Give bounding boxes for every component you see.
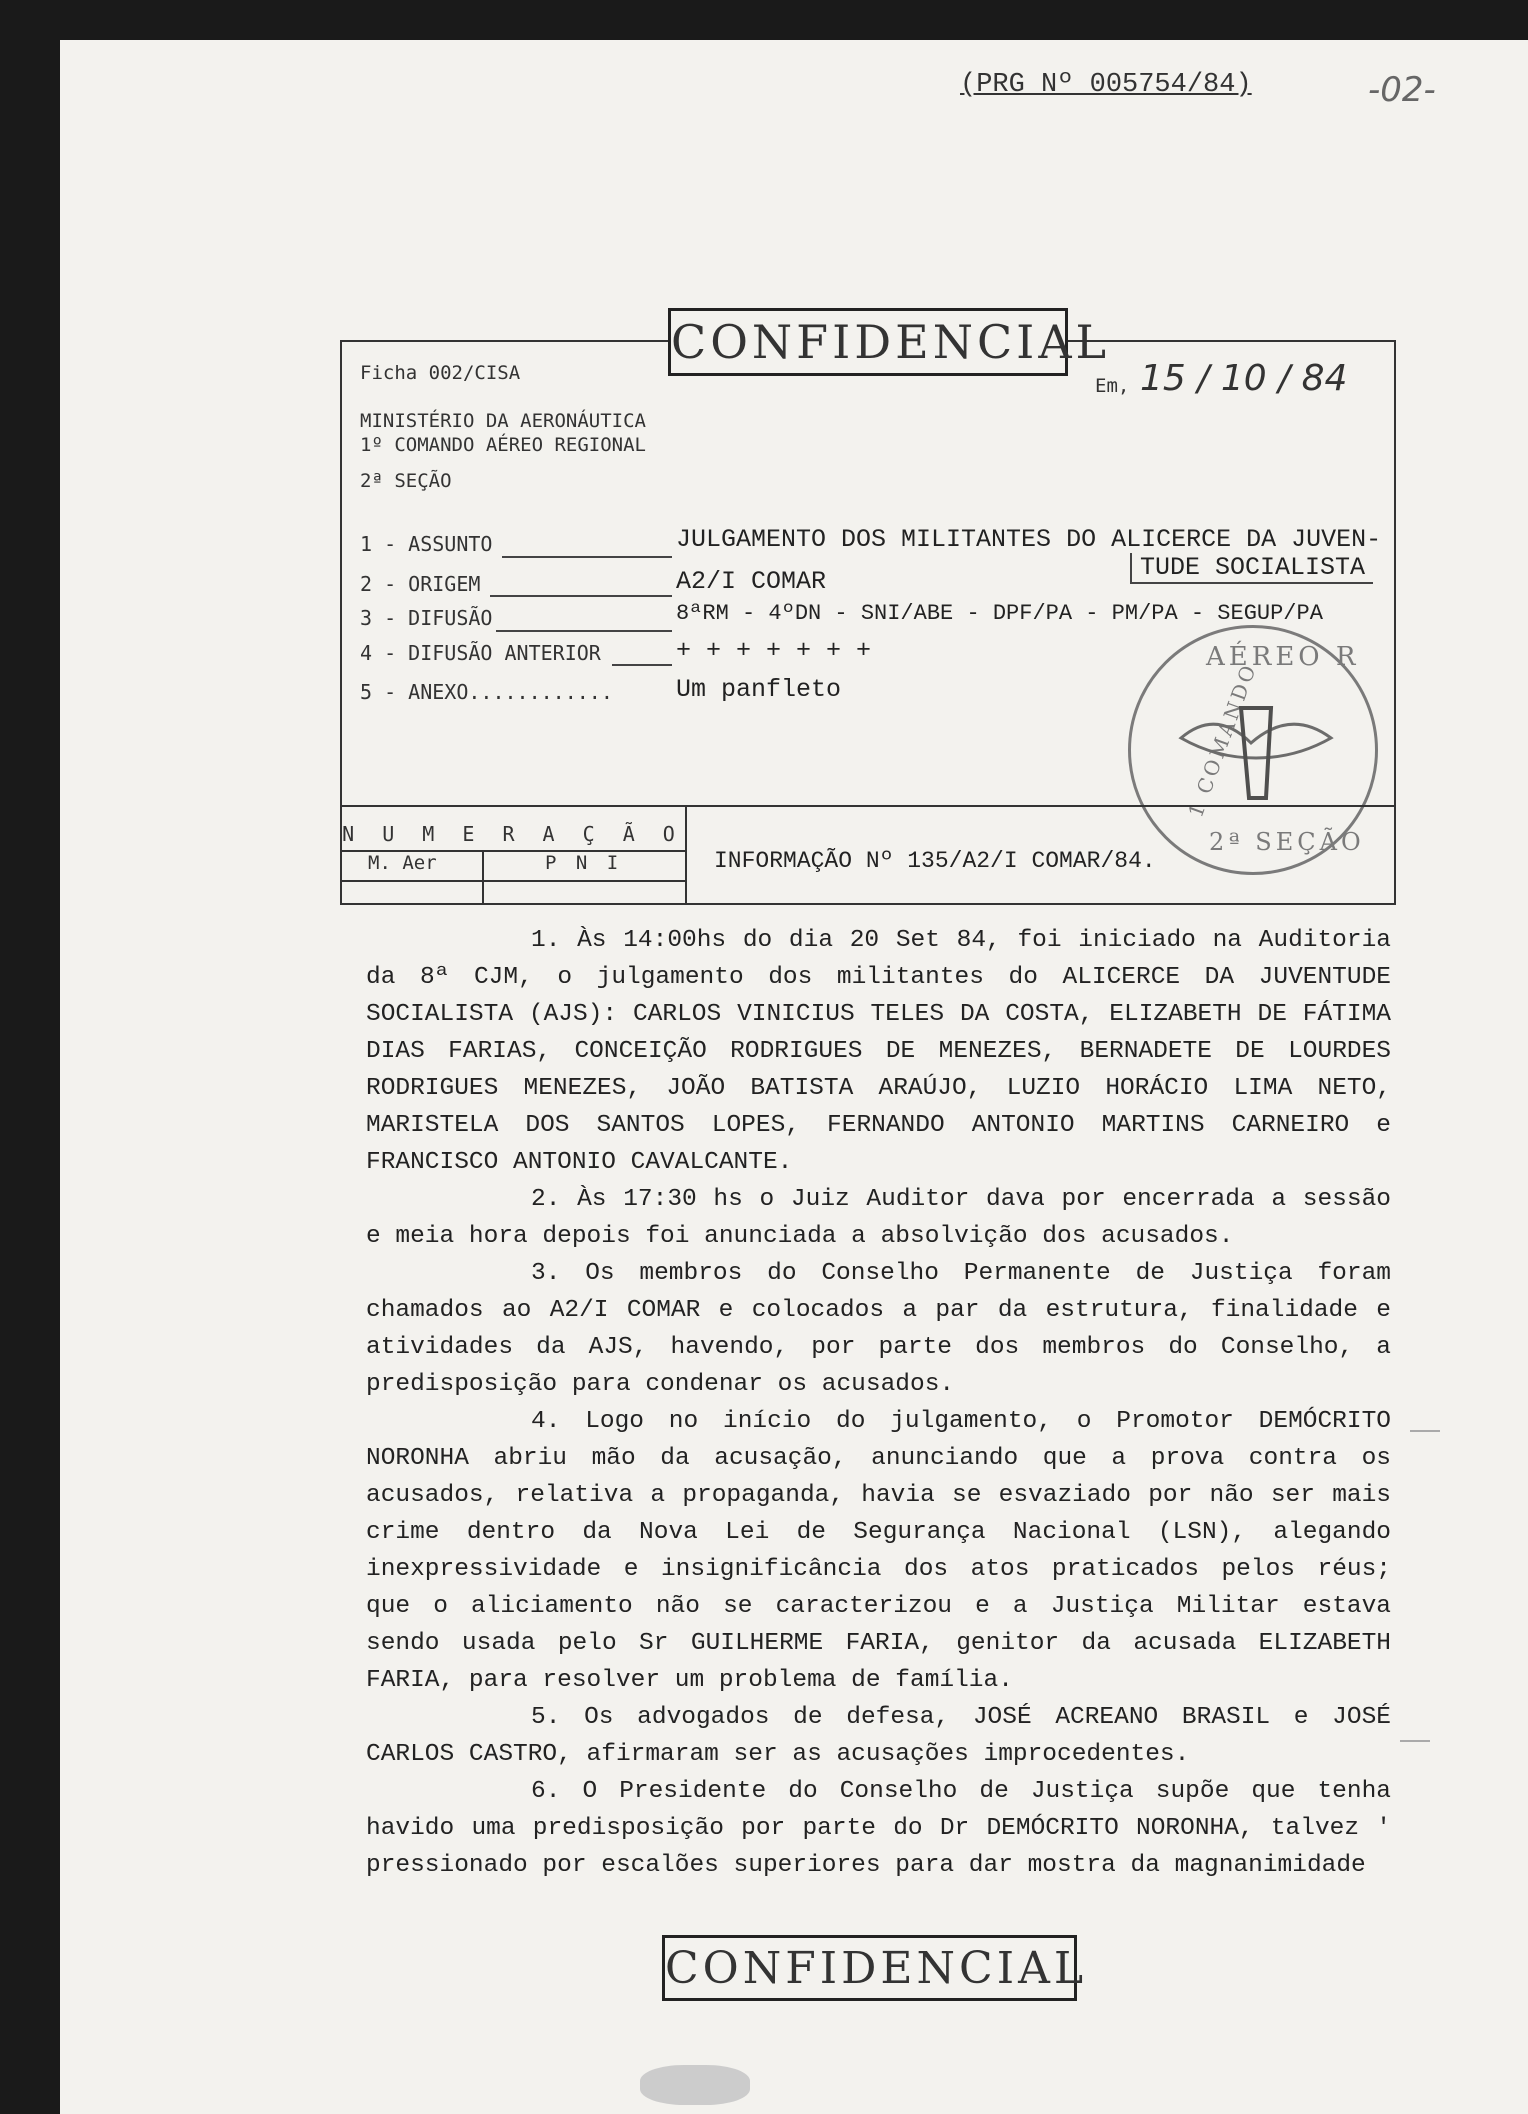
margin-tick	[1400, 1740, 1430, 1742]
numeracao-col1: M. Aer	[368, 852, 437, 874]
field-value-difusao: 8ªRM - 4ºDN - SNI/ABE - DPF/PA - PM/PA - SEGUP/PA	[676, 601, 1323, 626]
field-label-difusao-anterior: 4 - DIFUSÃO ANTERIOR	[360, 641, 601, 665]
field-label-origem: 2 - ORIGEM	[360, 572, 481, 596]
paragraph-5: 5. Os advogados de defesa, JOSÉ ACREANO BRASIL e JOSÉ CARLOS CASTRO, afirmaram ser as acusações improcedentes.	[366, 1704, 1391, 1768]
section-seal	[1128, 625, 1378, 875]
page-number-mark: -02-	[1368, 70, 1436, 110]
field-value-assunto: JULGAMENTO DOS MILITANTES DO ALICERCE DA JUVEN-	[676, 525, 1382, 554]
punch-hole-mark	[640, 2065, 750, 2105]
date-value: 15 / 10 / 84	[1140, 358, 1348, 399]
paragraph-4: 4. Logo no início do julgamento, o Promotor DEMÓCRITO NORONHA abriu mão da acusação, anunciando que a prova contra os acusados, relativa a propaganda, havia se esvaziado por não ser mais crime dentro da Nova Lei de Segurança Nacional (LSN), alegando inexpressividade e insignificância dos atos praticados pelos réus; que o aliciamento não se caracterizou e a Justiça Militar estava sendo usada pelo Sr GUILHERME FARIA, genitor da acusada ELIZABETH FARIA, para resolver um problema de família.	[366, 1408, 1391, 1694]
field-leader-line	[490, 595, 672, 597]
eagle-emblem-icon	[1171, 688, 1341, 818]
paragraph-1: 1. Às 14:00hs do dia 20 Set 84, foi iniciado na Auditoria da 8ª CJM, o julgamento dos militantes do ALICERCE DA JUVENTUDE SOCIALISTA (AJS): CARLOS VINICIUS TELES DA COSTA, ELIZABETH DE FÁTIMA DIAS FARIAS, CONCEIÇÃO RODRIGUES DE MENEZES, BERNADETE DE LOURDES RODRIGUES MENEZES, JOÃO BATISTA ARAÚJO, LUZIO HORÁCIO LIMA NETO, MARISTELA DOS SANTOS LOPES, FERNANDO ANTONIO MARTINS CARNEIRO e FRANCISCO ANTONIO CAVALCANTE.	[366, 927, 1391, 1176]
org-line-2: 1º COMANDO AÉREO REGIONAL	[360, 434, 646, 456]
field-label-assunto: 1 - ASSUNTO	[360, 532, 493, 556]
field-label-anexo: 5 - ANEXO............	[360, 680, 613, 704]
confidential-stamp-top: CONFIDENCIAL	[668, 308, 1068, 376]
ficha-label: Ficha 002/CISA	[360, 362, 521, 384]
seal-bottom-text: 2ª SEÇÃO	[1209, 828, 1365, 856]
paragraph-6: 6. O Presidente do Conselho de Justiça supõe que tenha havido uma predisposição por parte do Dr DEMÓCRITO NORONHA, talvez ' pressionado por escalões superiores para dar mostra da magnanimidade	[366, 1778, 1391, 1879]
confidential-stamp-bottom: CONFIDENCIAL	[662, 1935, 1077, 2001]
margin-tick	[1410, 1430, 1440, 1432]
org-line-1: MINISTÉRIO DA AERONÁUTICA	[360, 410, 646, 432]
body-text	[366, 922, 1391, 1884]
org-line-3: 2ª SEÇÃO	[360, 470, 452, 492]
informacao-number: INFORMAÇÃO Nº 135/A2/I COMAR/84.	[714, 848, 1156, 874]
paragraph-2: 2. Às 17:30 hs o Juiz Auditor dava por encerrada a sessão e meia hora depois foi anunciada a absolvição dos acusados.	[366, 1186, 1391, 1250]
field-label-difusao: 3 - DIFUSÃO	[360, 606, 493, 630]
numeracao-col-divider	[482, 850, 484, 905]
numeracao-row-rule	[340, 880, 685, 882]
field-value-anexo: Um panfleto	[676, 675, 842, 704]
date-label: Em,	[1095, 375, 1130, 397]
numeracao-top-rule	[340, 805, 1396, 807]
numeracao-divider	[685, 805, 687, 905]
seal-left-text: 1 COMANDO	[1183, 659, 1262, 821]
field-value-origem: A2/I COMAR	[676, 567, 827, 596]
process-reference: (PRG Nº 005754/84)	[960, 70, 1252, 100]
field-leader-line	[502, 556, 672, 558]
field-leader-line	[612, 664, 672, 666]
numeracao-title: N U M E R A Ç Ã O	[342, 822, 683, 846]
paragraph-3: 3. Os membros do Conselho Permanente de Justiça foram chamados ao A2/I COMAR e colocados a par da estrutura, finalidade e atividades da AJS, havendo, por parte dos membros do Conselho, a predisposição para condenar os acusados.	[366, 1260, 1391, 1398]
field-value-difusao-anterior: + + + + + + +	[676, 636, 872, 665]
field-leader-line	[496, 630, 672, 632]
seal-top-text: AÉREO R	[1206, 642, 1360, 672]
numeracao-col2: P N I	[545, 852, 623, 874]
field-value-assunto-cont: TUDE SOCIALISTA	[1130, 553, 1373, 584]
